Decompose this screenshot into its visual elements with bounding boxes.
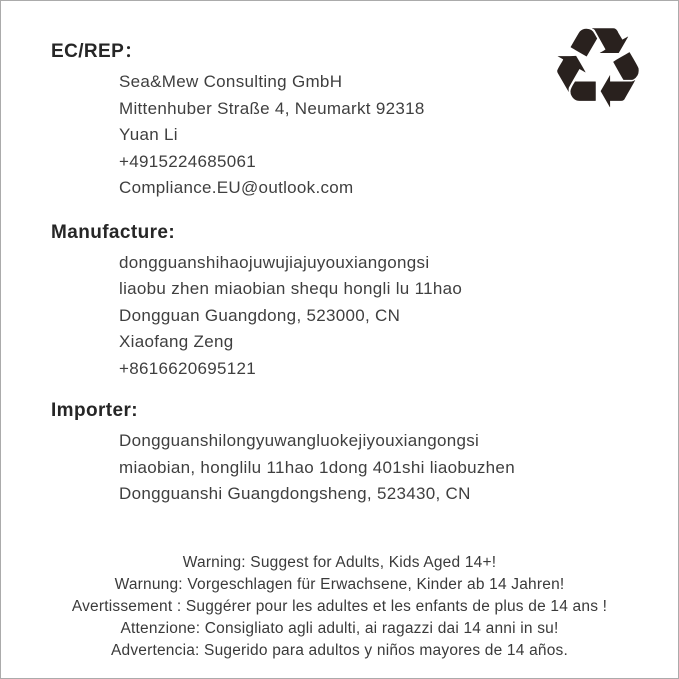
address-line: Xiaofang Zeng xyxy=(119,332,234,351)
address-line: Dongguanshi Guangdongsheng, 523430, CN xyxy=(119,484,471,503)
warning-line: Warnung: Vorgeschlagen für Erwachsene, Kinder ab 14 Jahren! xyxy=(114,575,565,593)
address-line: liaobu zhen miaobian shequ hongli lu 11hao xyxy=(119,279,463,298)
address-line: dongguanshihaojuwujiajuyouxiangongsi xyxy=(119,252,430,272)
importer-address xyxy=(119,428,678,508)
section-manufacture xyxy=(51,222,678,383)
manufacture-address xyxy=(119,250,678,383)
address-line: Dongguanshilongyuwangluokejiyouxiangongsi xyxy=(119,431,480,450)
address-line: Sea&Mew Consulting GmbH xyxy=(119,72,343,91)
address-line: +4915224685061 xyxy=(119,151,257,171)
importer-heading: Importer: xyxy=(51,400,138,421)
address-line: Dongguan Guangdong, 523000, CN xyxy=(119,305,401,325)
warnings-block xyxy=(1,552,678,662)
warning-line: Warning: Suggest for Adults, Kids Aged 14+! xyxy=(182,553,497,571)
ec-rep-heading: EC/REP： xyxy=(51,41,144,62)
address-line: Yuan Li xyxy=(119,125,178,144)
address-line: Compliance.EU@outlook.com xyxy=(119,178,354,197)
warning-line: Advertencia: Sugerido para adultos y niños mayores de 14 años. xyxy=(110,641,568,659)
section-importer xyxy=(51,400,678,508)
address-line: miaobian, honglilu 11hao 1dong 401shi liaobuzhen xyxy=(119,457,515,477)
warning-line: Avertissement : Suggérer pour les adultes et les enfants de plus de 14 ans ! xyxy=(71,597,608,615)
address-line: Mittenhuber Straße 4, Neumarkt 92318 xyxy=(119,98,425,118)
manufacture-heading: Manufacture: xyxy=(51,221,176,243)
address-line: +8616620695121 xyxy=(119,358,257,378)
recycling-symbol-icon: ♻ xyxy=(547,4,648,134)
warning-line: Attenzione: Consigliato agli adulti, ai ragazzi dai 14 anni in su! xyxy=(120,619,559,637)
